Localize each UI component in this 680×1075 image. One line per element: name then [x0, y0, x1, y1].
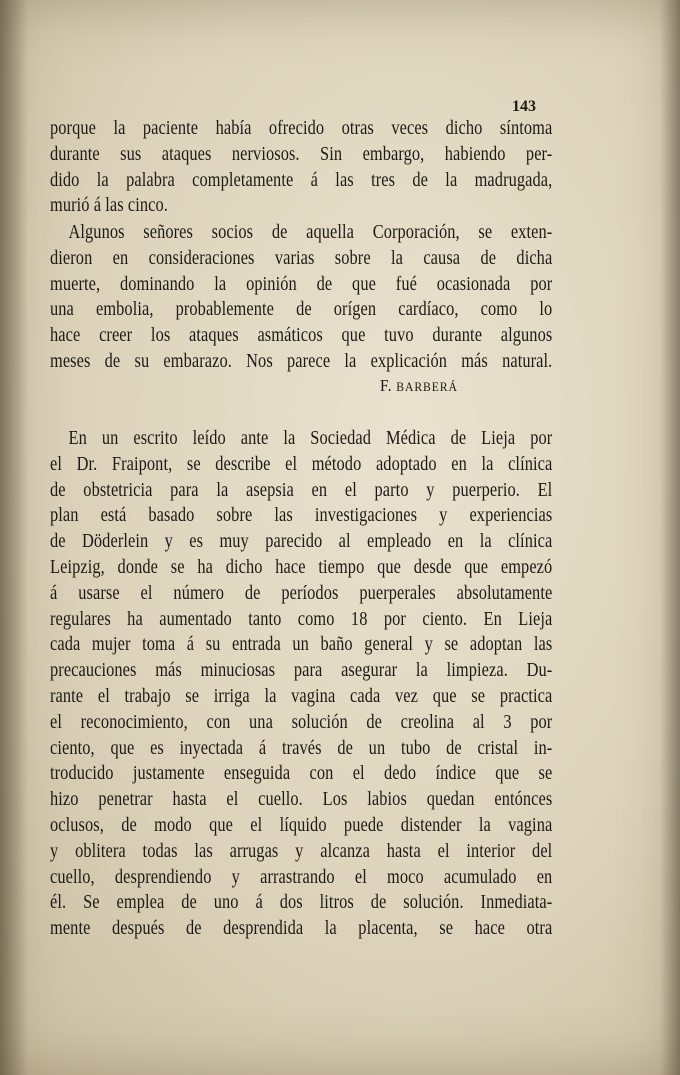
paragraph-3 — [50, 426, 552, 942]
text-line: En un escrito leído ante la Sociedad Médica de Lieja por — [68, 428, 553, 449]
text-line: durante sus ataques nerviosos. Sin embargo, habiendo per- — [50, 143, 553, 165]
text-line: cada mujer toma á su entrada un baño general y se adoptan las — [50, 634, 553, 656]
paragraph-1 — [50, 116, 552, 219]
text-line: oclusos, de modo que el líquido puede distender la vagina — [50, 814, 553, 836]
text-line: y oblitera todas las arrugas y alcanza hasta el interior del — [50, 840, 553, 862]
page-shadow-right — [660, 0, 680, 1075]
text-line: plan está basado sobre las investigaciones y experiencias — [50, 505, 553, 527]
text-line: hizo penetrar hasta el cuello. Los labios quedan entónces — [50, 789, 553, 811]
text-line: Leipzig, donde se ha dicho hace tiempo que desde que empezó — [50, 556, 553, 578]
text-line: cuello, desprendiendo y arrastrando el moco acumulado en — [50, 866, 553, 888]
text-line: de obstetricia para la asepsia en el parto y puerperio. El — [50, 479, 553, 501]
author-signature — [380, 376, 458, 396]
text-line: murió á las cinco. — [50, 195, 168, 217]
text-line: troducido justamente enseguida con el dedo índice que se — [50, 763, 553, 785]
page-shadow-left — [0, 0, 28, 1075]
text-line: él. Se emplea de uno á dos litros de solución. Inmediata- — [50, 892, 553, 914]
text-line: mente después de desprendida la placenta, se hace otra — [50, 918, 553, 940]
text-line: dieron en consideraciones varias sobre la causa de dicha — [50, 247, 553, 269]
text-line: rante el trabajo se irriga la vagina cada vez que se practica — [50, 685, 553, 707]
text-line: Algunos señores socios de aquella Corporación, se exten- — [68, 222, 553, 243]
paragraph-2 — [50, 220, 552, 375]
text-line: regulares ha aumentado tanto como 18 por ciento. En Lieja — [50, 608, 553, 630]
text-line: meses de su embarazo. Nos parece la explicación más natural. — [50, 350, 553, 372]
text-line: dido la palabra completamente á las tres de la madrugada, — [50, 169, 553, 191]
text-line: de Döderlein y es muy parecido al empleado en la clínica — [50, 531, 553, 553]
signature-initial: F. — [380, 376, 393, 395]
text-line: el reconocimiento, con una solución de creolina al 3 por — [50, 711, 553, 733]
text-line: muerte, dominando la opinión de que fué ocasionada por — [50, 273, 553, 295]
text-line: ciento, que es inyectada á través de un tubo de cristal in- — [50, 737, 553, 759]
text-line: á usarse el número de períodos puerperales absolutamente — [50, 582, 553, 604]
text-line: hace creer los ataques asmáticos que tuvo durante algunos — [50, 325, 553, 347]
text-line: el Dr. Fraipont, se describe el método adoptado en la clínica — [50, 453, 553, 475]
text-line: una embolia, probablemente de orígen cardíaco, como lo — [50, 299, 553, 321]
text-line: porque la paciente había ofrecido otras veces dicho síntoma — [50, 118, 553, 139]
text-line: precauciones más minuciosas para asegurar la limpieza. Du- — [50, 660, 553, 682]
page-number: 143 — [512, 98, 536, 115]
signature-surname: BARBERÁ — [396, 379, 458, 394]
